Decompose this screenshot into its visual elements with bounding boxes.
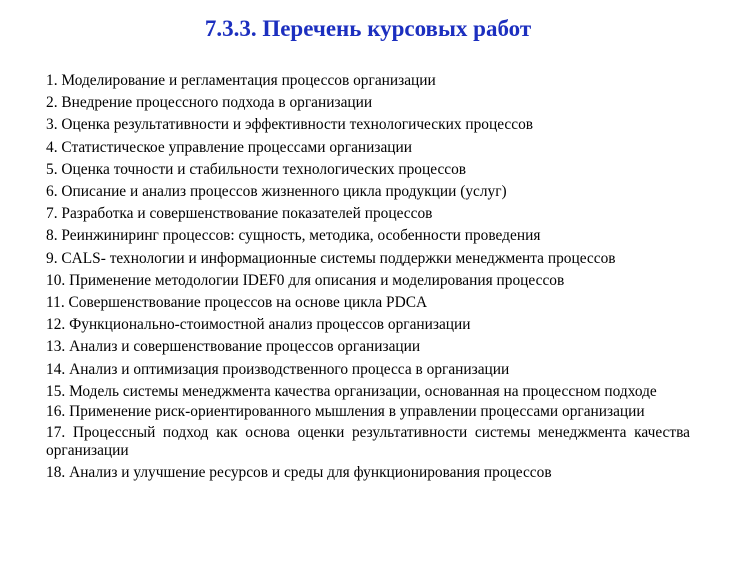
list-item: 16. Применение риск-ориентированного мышления в управлении процессами организации (46, 403, 645, 421)
list-item: 17. Процессный подход как основа оценки результативности системы менеджмента качества организации (46, 423, 690, 459)
list-item: 12. Функционально-стоимостной анализ процессов организации (46, 316, 471, 334)
coursework-list (46, 70, 690, 485)
list-item: 6. Описание и анализ процессов жизненного цикла продукции (услуг) (46, 183, 507, 201)
list-item: 5. Оценка точности и стабильности технологических процессов (46, 160, 467, 178)
list-item: 9. CALS- технологии и информационные системы поддержки менеджмента процессов (46, 249, 616, 267)
list-item: 15. Модель системы менеджмента качества организации, основанная на процессном подходе (46, 382, 657, 400)
list-item: 4. Статистическое управление процессами организации (46, 138, 412, 156)
list-item: 11. Совершенствование процессов на основе цикла PDCA (46, 294, 428, 312)
list-item: 3. Оценка результативности и эффективности технологических процессов (46, 116, 534, 134)
list-item: 7. Разработка и совершенствование показателей процессов (46, 205, 433, 223)
list-item: 2. Внедрение процессного подхода в организации (46, 94, 373, 112)
list-item: 14. Анализ и оптимизация производственного процесса в организации (46, 360, 510, 378)
list-item: 1. Моделирование и регламентация процессов организации (46, 72, 436, 89)
list-item: 10. Применение методологии IDEF0 для описания и моделирования процессов (46, 271, 565, 289)
page-title: 7.3.3. Перечень курсовых работ (204, 16, 532, 41)
list-item: 13. Анализ и совершенствование процессов организации (46, 338, 421, 356)
list-item: 18. Анализ и улучшение ресурсов и среды для функционирования процессов (46, 464, 552, 482)
list-item: 8. Реинжиниринг процессов: сущность, методика, особенности проведения (46, 227, 541, 245)
